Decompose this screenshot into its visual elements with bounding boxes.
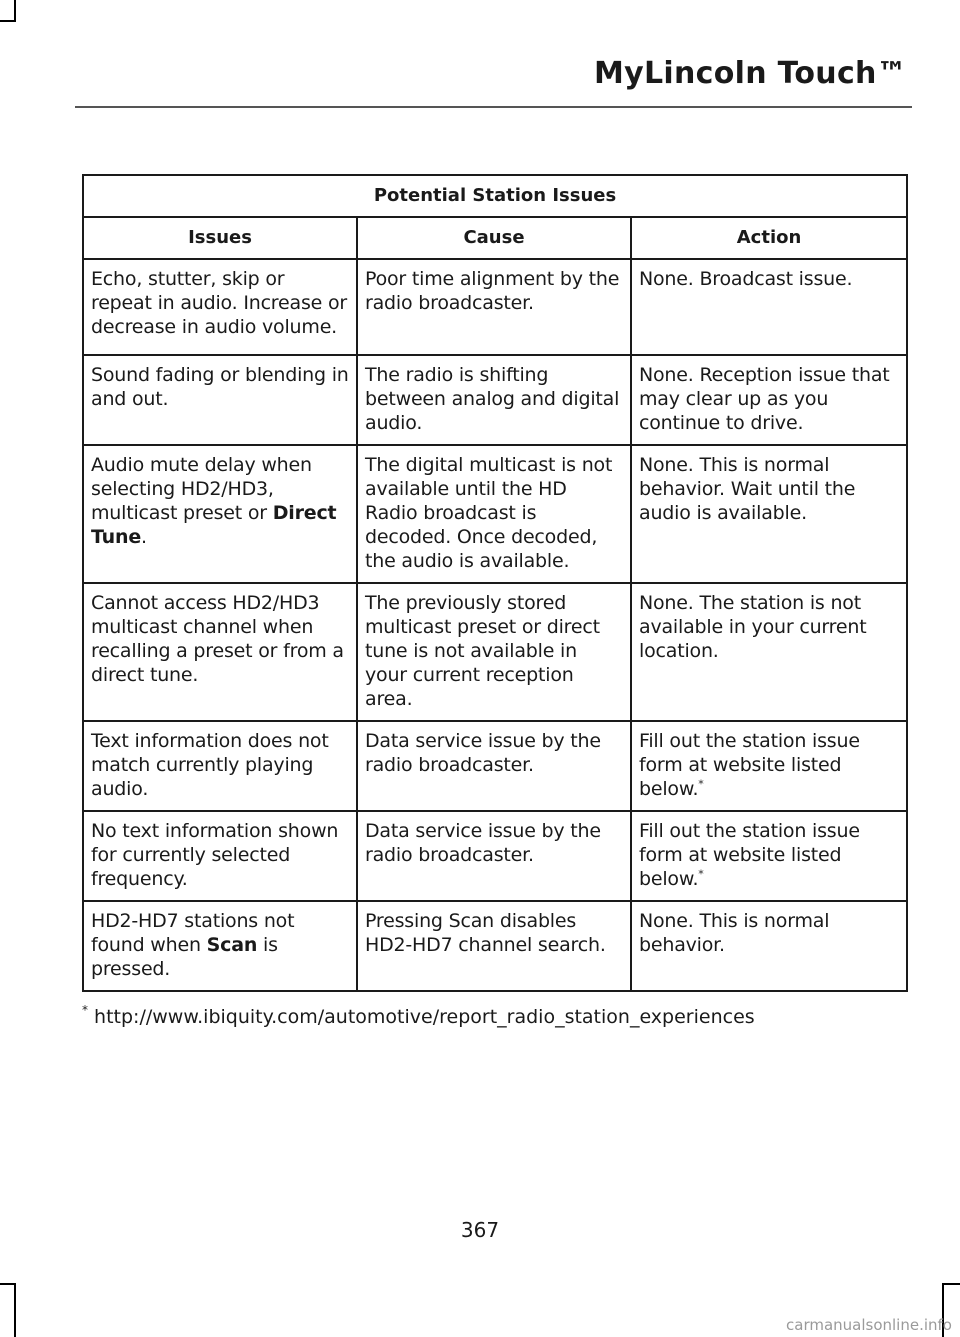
section-title: MyLincoln Touch™ — [593, 56, 907, 91]
issue-cell — [83, 445, 357, 583]
issue-text-end: . — [141, 526, 147, 548]
column-header-cause: Cause — [357, 217, 631, 259]
issue-cell: Echo, stutter, skip or repeat in audio. Increase or decrease in audio volume. — [83, 259, 357, 355]
action-cell — [631, 811, 907, 901]
cause-cell: The previously stored multicast preset or direct tune is not available in your current reception area. — [357, 583, 631, 721]
table-title-row — [83, 175, 907, 217]
table-row — [83, 901, 907, 991]
cause-cell: Poor time alignment by the radio broadcaster. — [357, 259, 631, 355]
issue-cell: Sound fading or blending in and out. — [83, 355, 357, 445]
action-cell: None. Broadcast issue. — [631, 259, 907, 355]
action-cell: None. The station is not available in your current location. — [631, 583, 907, 721]
page-number: 367 — [460, 1218, 500, 1242]
cause-cell: The radio is shifting between analog and digital audio. — [357, 355, 631, 445]
action-text: Fill out the station issue form at website listed below. — [639, 820, 860, 890]
cause-cell: Data service issue by the radio broadcaster. — [357, 721, 631, 811]
footnote-marker: * — [698, 867, 704, 881]
column-header-action: Action — [631, 217, 907, 259]
issue-cell: Cannot access HD2/HD3 multicast channel when recalling a preset or from a direct tune. — [83, 583, 357, 721]
direct-tune-label: Direct Tune — [91, 502, 337, 548]
action-cell: None. Reception issue that may clear up as you continue to drive. — [631, 355, 907, 445]
issue-text-end: is pressed. — [91, 934, 278, 980]
action-cell: None. This is normal behavior. Wait until the audio is available. — [631, 445, 907, 583]
action-text: Fill out the station issue form at website listed below. — [639, 730, 860, 800]
scan-label: Scan — [206, 934, 258, 956]
table-title: Potential Station Issues — [83, 175, 907, 217]
table-row — [83, 583, 907, 721]
cause-cell: The digital multicast is not available until the HD Radio broadcast is decoded. Once decoded, the audio is available. — [357, 445, 631, 583]
header-rule — [75, 106, 912, 108]
column-header-issues: Issues — [83, 217, 357, 259]
table-row — [83, 355, 907, 445]
table-header-row — [83, 217, 907, 259]
issue-cell: Text information does not match currently playing audio. — [83, 721, 357, 811]
table-row — [83, 811, 907, 901]
issue-cell — [83, 901, 357, 991]
cause-cell: Data service issue by the radio broadcaster. — [357, 811, 631, 901]
station-issues-table — [82, 174, 908, 992]
cause-cell: Pressing Scan disables HD2-HD7 channel search. — [357, 901, 631, 991]
crop-mark-top-left-v — [14, 0, 16, 22]
crop-mark-bottom-left-v — [14, 1283, 16, 1337]
issue-text: Audio mute delay when selecting HD2/HD3, multicast preset or — [91, 454, 312, 524]
crop-mark-bottom-left-h — [0, 1283, 16, 1285]
table-row — [83, 721, 907, 811]
issue-text: HD2-HD7 stations not found when — [91, 910, 295, 956]
table-row — [83, 259, 907, 355]
watermark: carmanualsonline.info — [786, 1316, 952, 1334]
footnote-marker: * — [698, 777, 704, 791]
action-cell: None. This is normal behavior. — [631, 901, 907, 991]
action-cell — [631, 721, 907, 811]
crop-mark-top-left-h — [0, 20, 16, 22]
footnote-marker: * — [82, 1002, 88, 1017]
footnote — [82, 1002, 755, 1028]
table-row — [83, 445, 907, 583]
crop-mark-bottom-right-h — [942, 1283, 960, 1285]
footnote-url: http://www.ibiquity.com/automotive/report_radio_station_experiences — [88, 1006, 755, 1028]
issue-cell: No text information shown for currently selected frequency. — [83, 811, 357, 901]
